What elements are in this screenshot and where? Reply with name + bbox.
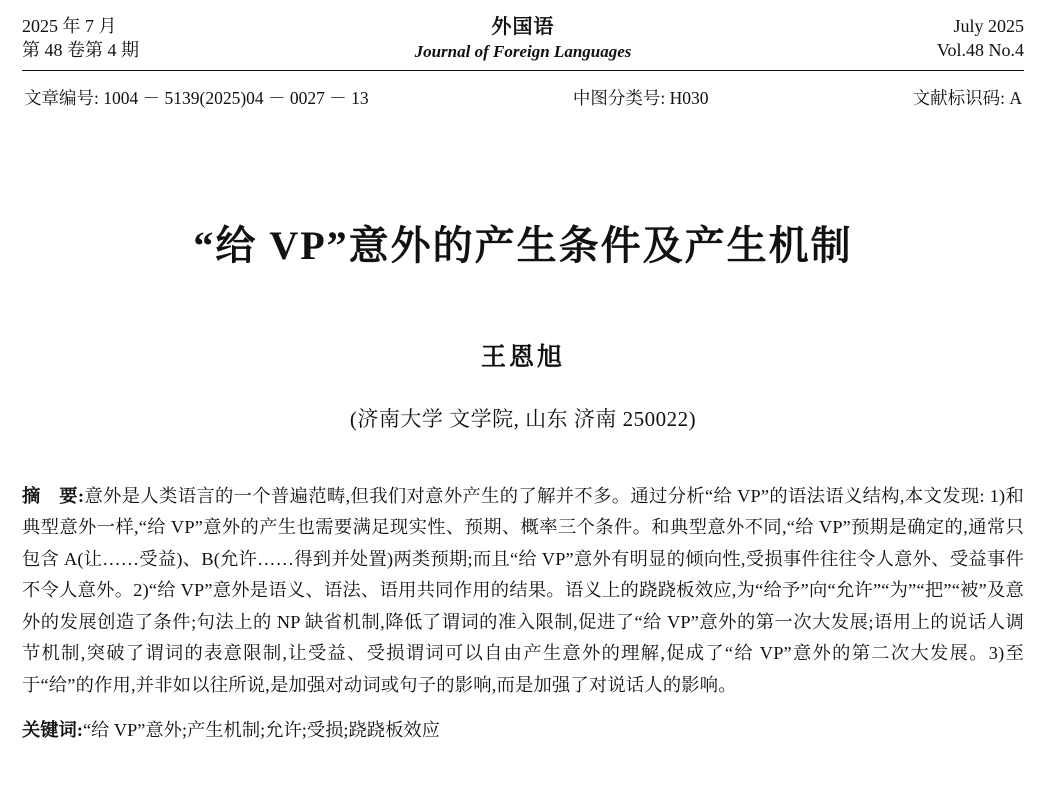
issue-date: 2025 年 7 月 (22, 16, 117, 36)
document-code: 文献标识码: A (912, 87, 1022, 108)
keywords-label: 关键词: (22, 720, 83, 741)
issue-volume-en: Vol.48 No.4 (936, 40, 1024, 61)
issue-date-block (22, 14, 252, 63)
keywords-block (22, 715, 1024, 746)
issue-date-en: July 2025 (953, 16, 1024, 36)
article-meta (22, 85, 1024, 110)
running-head (22, 14, 1024, 64)
abstract-text: 意外是人类语言的一个普遍范畴,但我们对意外产生的了解并不多。通过分析“给 VP”的语法语义结构,本文发现: 1)和典型意外一样,“给 VP”意外的产生也需要满足现实性、预期、概率三个条件。和典型意外不同,“给 VP”预期是确定的,通常只包含 A(让……受益)、B(允许……得到并处置)两类预期;而且“给 VP”意外有明显的倾向性,受损事件往往令人意外、受益事件不令人意外。2)“给 VP”意外是语义、语法、语用共同作用的结果。语义上的跷跷板效应,为“给予”向“允许”“为”“把”“被”及意外的发展创造了条件;句法上的 NP 缺省机制,降低了谓词的准入限制,促进了“给 VP”意外的第一次大发展;语用上的说话人调节机制,突破了谓词的表意限制,让受益、受损谓词可以自由产生意外的理解,促成了“给 VP”意外的第二次大发展。3)至于“给”的作用,并非如以往所说,是加强对动词或句子的影响,而是加强了对说话人的影响。 (22, 485, 1025, 695)
abstract-label: 摘 要: (22, 485, 85, 506)
page-title: “给 VP”意外的产生条件及产生机制 (193, 222, 853, 268)
clc-number: 中图分类号: H030 (572, 87, 709, 108)
issue-volume-cn: 第 48 卷第 4 期 (22, 40, 139, 61)
issue-date-en-block (794, 14, 1024, 63)
journal-title-cn: 外国语 (491, 16, 555, 38)
author-affiliation: (济南大学 文学院, 山东 济南 250022) (349, 406, 697, 431)
article-id: 文章编号: 1004 － 5139(2025)04 － 0027 － 13 (24, 87, 369, 108)
header-divider (22, 70, 1024, 71)
keywords-text: “给 VP”意外;产生机制;允许;受损;跷跷板效应 (82, 720, 440, 741)
journal-title-en: Journal of Foreign Languages (414, 42, 632, 61)
author-name: 王恩旭 (480, 343, 565, 371)
abstract-block (22, 481, 1024, 701)
journal-title-block (252, 14, 794, 64)
